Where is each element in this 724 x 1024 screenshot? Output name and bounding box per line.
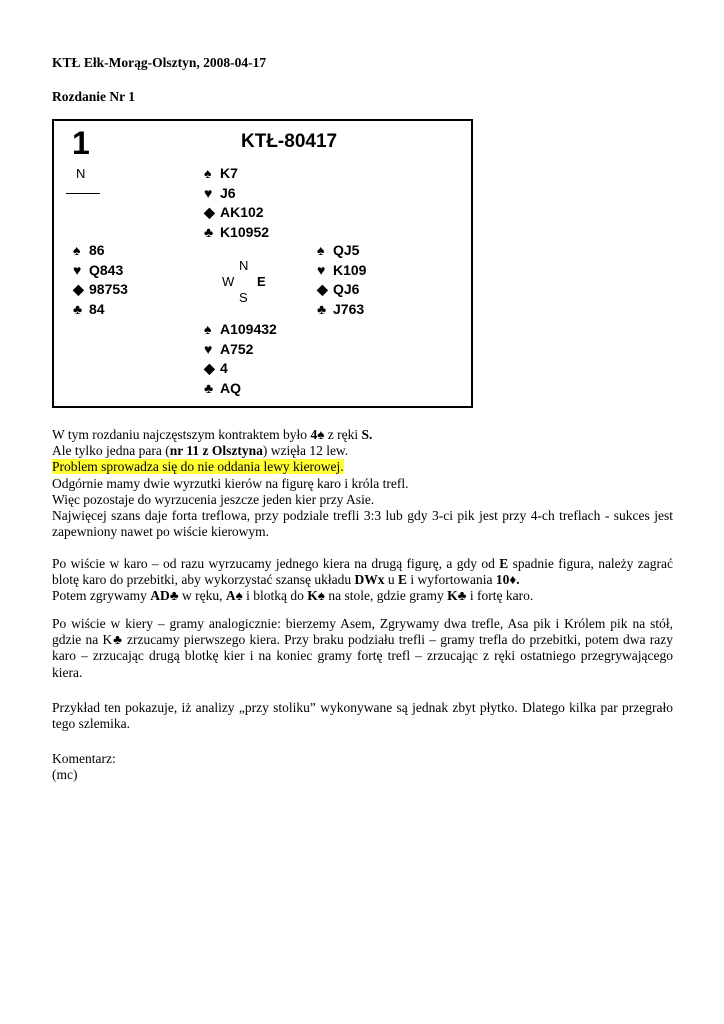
heart-icon: ♥ [204,184,213,201]
contract-text: 4♠ [310,427,325,442]
east-diamonds: QJ6 [333,281,360,297]
text-span: w ręku, [178,588,226,604]
comment-label: Komentarz: [52,751,116,766]
heart-icon: ♥ [73,261,82,278]
analysis-block-4 [52,700,673,732]
paragraph-result [52,443,673,459]
text-span: W tym rozdaniu najczęstszym kontraktem było [52,427,311,442]
east-spades-row [317,241,366,261]
paragraph-heart-lead: Po wiście w kiery – gramy analogicznie: bierzemy Asem, Zgrywamy dwa trefle, Asa pik i Królem pik na stół, gdzie na K♣ zrzucamy pierwszego kiera. Przy braku podziału trefli – gramy trefla do przebitki, potem dwa razy karo – zrzucając drugą blotkę kier i na koniec gramy fortę trefl – zrzucając z ręki ostatniego przegrywającego kiera. [52,616,673,680]
compass-west: W [222,274,235,289]
hand-west [73,241,128,319]
east-hearts: K109 [333,261,367,278]
south-diamonds: 4 [220,360,228,376]
bold-text: AD♣ [150,588,179,604]
text-span: spadnie figura, należy zagrać blotę karo do przebitki, aby wykorzystać szansę układu [52,556,673,588]
paragraph-remaining: Więc pozostaje do wyrzucenia jeszcze jeden kier przy Asie. [52,491,375,507]
bold-text: K♣ [447,588,467,604]
spade-icon: ♠ [204,321,212,337]
spade-icon: ♠ [73,242,81,258]
paragraph-conclusion: Przykład ten pokazuje, iż analizy „przy stoliku” wykonywane są jednak zbyt płytko. Dlatego kilka par przegrało tego szlemika. [52,700,673,732]
deal-heading: Rozdanie Nr 1 [52,89,135,104]
south-clubs-row [204,379,277,399]
bold-text: DWx [354,572,385,588]
document-title: KTŁ Ełk-Morąg-Olsztyn, 2008-04-17 [52,55,267,70]
north-hearts: J6 [220,184,236,201]
club-icon: ♣ [204,223,214,240]
spade-icon: ♠ [317,242,325,258]
comment-author: (mc) [52,767,78,783]
compass-east: E [257,274,266,289]
north-diamonds-row [204,203,269,223]
text-span: na stole, gdzie gramy [324,588,448,604]
bridge-diagram [52,119,473,408]
text-span: u [384,572,399,588]
hand-text: S. [361,427,373,442]
west-hearts-row [73,261,128,281]
diamond-icon: ◆ [204,204,215,220]
board-number: 1 [72,125,90,161]
paragraph-cashing [52,588,673,604]
analysis-block-1 [52,427,673,540]
east-diamonds-row [317,280,366,300]
south-clubs: AQ [220,379,241,396]
heart-icon: ♥ [317,261,326,278]
west-clubs-row [73,300,128,320]
west-spades-row [73,241,128,261]
south-hearts-row [204,340,277,360]
club-icon: ♣ [73,300,83,317]
compass-north: N [239,258,249,273]
heart-icon: ♥ [204,340,213,357]
analysis-block-2 [52,556,673,605]
paragraph-discards: Odgórnie mamy dwie wyrzutki kierów na figurę karo i króla trefl. [52,475,409,491]
text-span: Ale tylko jedna para ( [52,443,170,459]
dealer-label: N [76,166,86,181]
north-spades-row [204,164,269,184]
paragraph-contract [52,427,673,443]
east-clubs: J763 [333,300,365,317]
north-diamonds: AK102 [220,204,264,220]
west-hearts: Q843 [89,261,124,278]
bold-text: A♠ [225,588,243,604]
paragraph-problem [52,459,673,475]
vulnerability-line [66,193,100,194]
west-diamonds: 98753 [89,281,128,297]
highlighted-text: Problem sprowadza się do nie oddania lewy kierowej. [52,459,344,475]
south-spades-row [204,320,277,340]
club-icon: ♣ [204,379,214,396]
east-spades: QJ5 [333,242,360,258]
hand-east [317,241,366,319]
hand-north [204,164,269,242]
north-hearts-row [204,184,269,204]
text-span: ) wzięła 12 lew. [262,443,349,459]
comment-block [52,751,673,783]
pair-text: nr 11 z Olsztyna [169,443,263,459]
diamond-icon: ◆ [73,281,84,297]
text-span: i wyfortowania [407,572,496,588]
text-span: Po wiście w karo – od razu wyrzucamy jednego kiera na drugą figurę, a gdy od [52,556,500,571]
text-span: Potem zgrywamy [52,588,151,604]
hand-south [204,320,277,398]
text-span: i fortę karo. [466,588,534,604]
diamond-icon: ◆ [204,360,215,376]
north-spades: K7 [220,165,238,181]
south-spades: A109432 [220,321,277,337]
bold-text: E [398,572,408,588]
compass-south: S [239,290,248,305]
east-hearts-row [317,261,366,281]
analysis-block-3 [52,616,673,681]
board-id: KTŁ-80417 [241,131,338,152]
south-hearts: A752 [220,340,254,357]
bold-text: E [499,556,509,571]
south-diamonds-row [204,359,277,379]
diamond-icon: ◆ [317,281,328,297]
paragraph-chances: Najwięcej szans daje forta treflowa, przy podziale trefli 3:3 lub gdy 3-ci pik jest przy 4-ch treflach - sukces jest zapewniony nawet po wiście kierowym. [52,508,673,540]
spade-icon: ♠ [204,165,212,181]
paragraph-diamond-lead [52,556,673,588]
club-icon: ♣ [317,300,327,317]
bold-text: K♠ [307,588,325,604]
north-clubs: K10952 [220,223,270,240]
text-span: z ręki [324,427,362,442]
west-diamonds-row [73,280,128,300]
east-clubs-row [317,300,366,320]
north-clubs-row [204,223,269,243]
west-spades: 86 [89,242,105,258]
text-span: i blotką do [242,588,308,604]
bold-text: 10♦. [495,572,520,588]
west-clubs: 84 [89,300,105,317]
